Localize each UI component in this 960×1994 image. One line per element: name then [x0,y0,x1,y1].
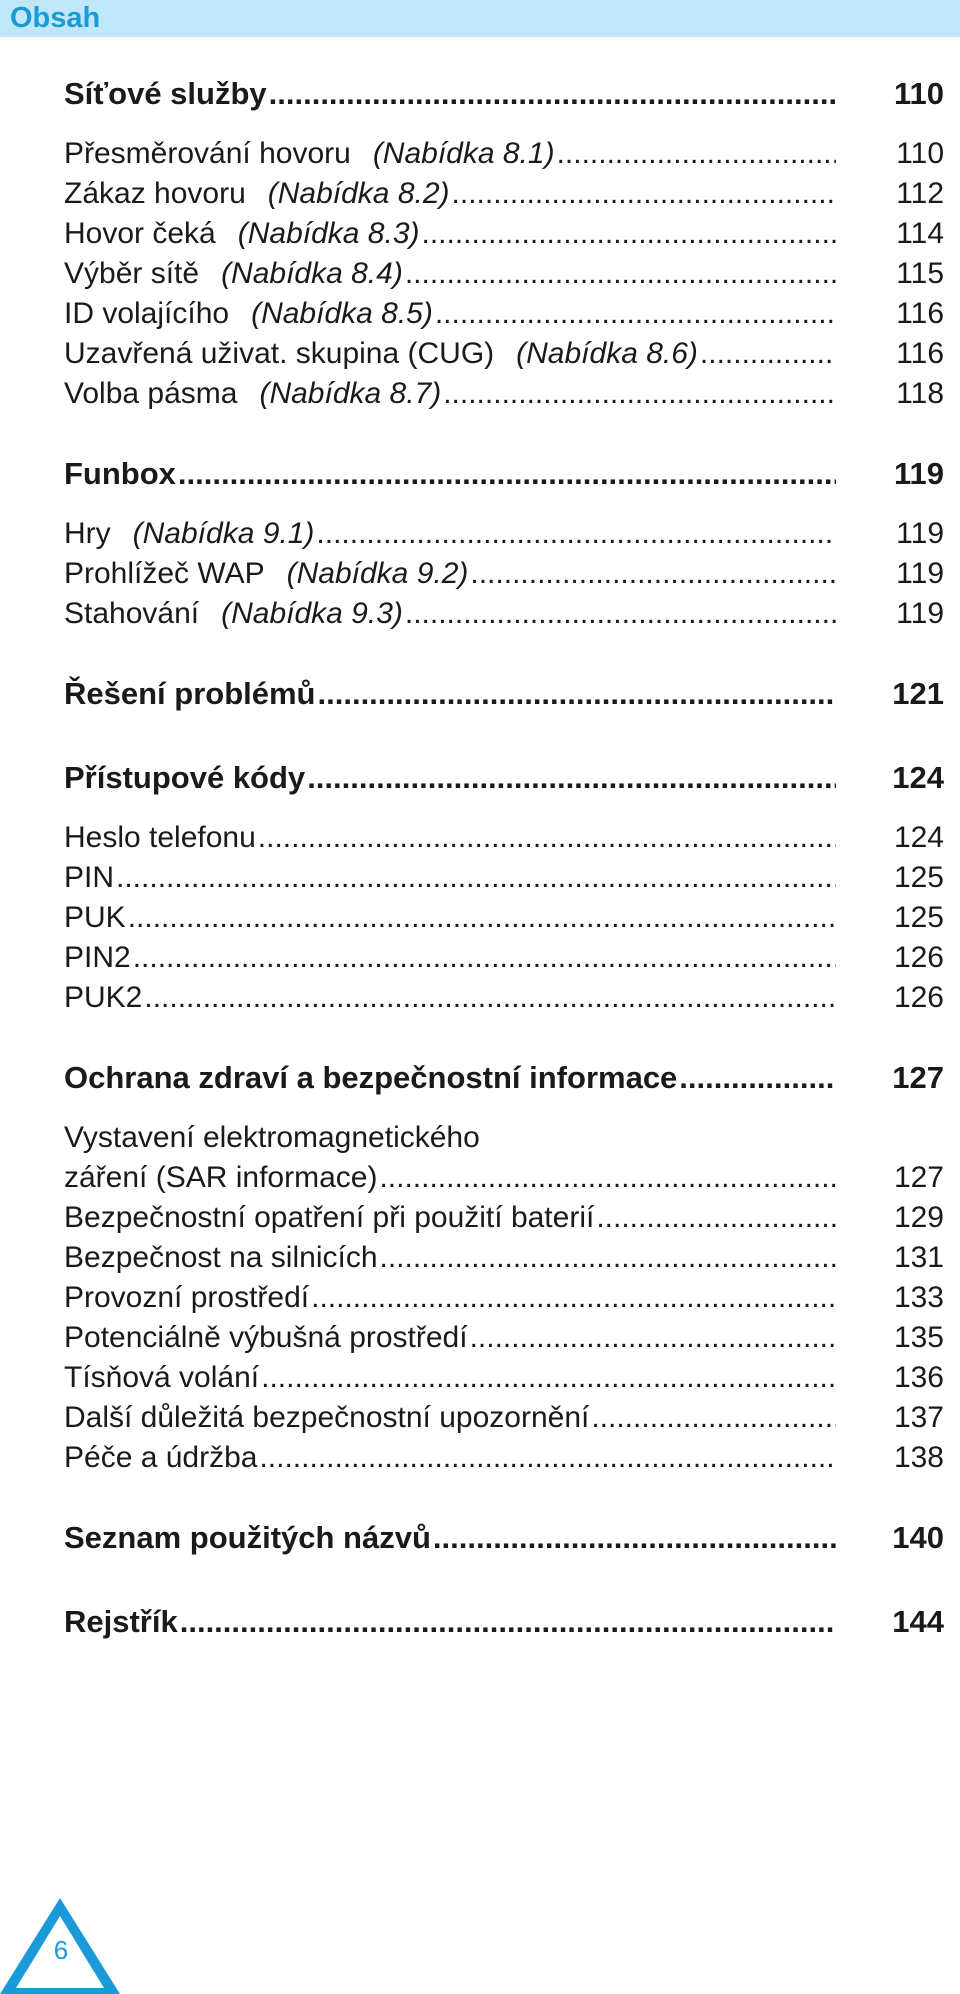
toc-entry-title: Tísňová volání [64,1361,260,1394]
toc-entry-page: 110 [896,137,944,170]
toc-section-heading[interactable] [64,1598,944,1646]
toc-entry-title: ID volajícího [64,297,230,330]
toc-leader-dots [433,1514,836,1562]
toc-leader-dots [405,594,836,634]
toc-leader-dots [422,214,837,254]
toc-entry-title: Hry [64,517,111,550]
toc-section-page: 144 [892,1604,944,1639]
toc-entry-title: záření (SAR informace) [64,1161,378,1194]
toc-entry-title: Vystavení elektromagnetického [64,1121,480,1154]
toc-section-title: Ochrana zdraví a bezpečnostní informace [64,1060,678,1095]
toc-entry-menu-ref: (Nabídka 8.5) [251,297,433,330]
section-spacer [64,802,944,818]
toc-entry[interactable] [64,214,944,254]
toc-entry-menu-ref: (Nabídka 8.6) [516,337,698,370]
toc-section-title: Řešení problémů [64,676,316,711]
toc-entry-title: Péče a údržba [64,1441,258,1474]
toc-entry-title: Prohlížeč WAP [64,557,265,590]
toc-entry-menu-ref: (Nabídka 9.2) [286,557,469,590]
toc-leader-dots [470,554,836,594]
header-band [0,0,960,37]
toc-entry-menu-ref: (Nabídka 8.4) [221,257,403,290]
toc-section-title: Seznam použitých názvů [64,1520,431,1555]
toc-entry[interactable] [64,978,944,1018]
toc-leader-dots [318,670,837,718]
toc-entry[interactable] [64,1158,944,1198]
toc-leader-dots [700,334,836,374]
section-spacer [64,118,944,134]
toc-section-heading[interactable] [64,450,944,498]
toc-entry-title: Potenciálně výbušná prostředí [64,1321,468,1354]
toc-entry[interactable] [64,294,944,334]
toc-section-page: 119 [893,456,944,491]
toc-entry[interactable] [64,818,944,858]
toc-entry-menu-ref: (Nabídka 9.3) [221,597,403,630]
toc-entry-page: 112 [896,177,944,210]
toc-section-title: Rejstřík [64,1604,178,1639]
toc-entry-page: 138 [893,1441,944,1474]
toc-entry[interactable] [64,134,944,174]
toc-entry-page: 119 [896,597,944,630]
toc-entry-page: 125 [893,901,944,934]
toc-entry-page: 129 [893,1201,944,1234]
toc-entry-title: Bezpečnostní opatření při použití baterií [64,1201,595,1234]
toc-entry-menu-ref: (Nabídka 9.1) [132,517,315,550]
section-gap [64,634,944,670]
toc-leader-dots [405,254,836,294]
toc-section-heading[interactable] [64,70,944,118]
toc-leader-dots [307,754,836,802]
toc-entry[interactable] [64,1318,944,1358]
toc-section-heading[interactable] [64,1054,944,1102]
toc-leader-dots [311,1278,836,1318]
toc-entry-page: 116 [896,337,944,370]
toc-entry[interactable] [64,1398,944,1438]
toc-entry-title: PUK2 [64,981,143,1014]
toc-leader-dots [379,1158,836,1198]
toc-entry-title: PUK [64,901,126,934]
page-title: Obsah [10,2,101,34]
toc-entry-title: Zákaz hovoru [64,177,246,210]
toc-entry[interactable] [64,898,944,938]
toc-entry-page: 114 [896,217,944,250]
section-gap [64,414,944,450]
toc-section-title: Funbox [64,456,176,491]
toc-section-page: 127 [892,1060,944,1095]
toc-entry-page: 119 [896,557,944,590]
toc-leader-dots [591,1398,836,1438]
toc-entry-page: 126 [893,981,944,1014]
toc-entry[interactable] [64,1198,944,1238]
toc-section-page: 121 [892,676,944,711]
toc-entry-page: 124 [893,821,944,854]
toc-entry-page: 116 [896,297,944,330]
toc-section-page: 140 [892,1520,944,1555]
section-gap [64,1562,944,1598]
toc-leader-dots [261,1358,836,1398]
toc-section-heading[interactable] [64,1514,944,1562]
toc-leader-dots [259,1438,836,1478]
toc-entry[interactable] [64,254,944,294]
toc-leader-dots [258,818,836,858]
toc-entry-title: Uzavřená uživat. skupina (CUG) [64,337,495,370]
toc-entry-title: Heslo telefonu [64,821,256,854]
toc-entry-title: Přesměrování hovoru [64,137,351,170]
toc-entry-title: Další důležitá bezpečnostní upozornění [64,1401,590,1434]
toc-leader-dots [269,70,836,118]
toc-leader-dots [180,1598,836,1646]
toc-entry[interactable] [64,1238,944,1278]
page-number: 6 [53,1935,69,1965]
toc-leader-dots [144,978,836,1018]
toc-entry-menu-ref: (Nabídka 8.2) [267,177,450,210]
toc-entry-title: Hovor čeká [64,217,216,250]
toc-leader-dots [443,374,836,414]
toc-leader-dots [679,1054,836,1102]
toc-leader-dots [178,450,836,498]
toc-leader-dots [316,514,836,554]
table-of-contents [64,70,944,1646]
toc-entry-page: 133 [893,1281,944,1314]
toc-entry[interactable] [64,334,944,374]
toc-leader-dots [557,134,836,174]
toc-entry[interactable] [64,1438,944,1478]
toc-leader-dots [133,938,836,978]
toc-entry-page: 136 [893,1361,944,1394]
toc-entry-menu-ref: (Nabídka 8.7) [259,377,442,410]
toc-entry[interactable] [64,858,944,898]
toc-section-page: 110 [893,76,944,111]
toc-entry[interactable] [64,174,944,214]
toc-section-heading[interactable] [64,670,944,718]
toc-entry[interactable] [64,1358,944,1398]
toc-entry[interactable] [64,594,944,634]
toc-entry[interactable] [64,1278,944,1318]
toc-entry-page: 135 [893,1321,944,1354]
toc-entry-title: PIN [64,861,115,894]
toc-entry-page: 119 [896,517,944,550]
toc-entry-page: 127 [893,1161,944,1194]
section-spacer [64,1102,944,1118]
section-gap [64,718,944,754]
toc-leader-dots [380,1238,836,1278]
toc-leader-dots [128,898,836,938]
toc-leader-dots [435,294,836,334]
toc-leader-dots [596,1198,836,1238]
toc-entry-title: Volba pásma [64,377,238,410]
toc-leader-dots [116,858,836,898]
toc-entry-page: 131 [893,1241,944,1274]
toc-entry-page: 115 [896,257,944,290]
toc-entry-title: Stahování [64,597,200,630]
section-gap [64,1478,944,1514]
toc-entry-page: 126 [893,941,944,974]
toc-entry-page: 137 [893,1401,944,1434]
toc-entry[interactable] [64,514,944,554]
toc-section-page: 124 [892,760,944,795]
section-spacer [64,498,944,514]
toc-entry-title: Bezpečnost na silnicích [64,1241,378,1274]
toc-entry-menu-ref: (Nabídka 8.3) [237,217,420,250]
toc-section-title: Přístupové kódy [64,760,306,795]
toc-entry-page: 125 [893,861,944,894]
toc-entry-page: 118 [896,377,944,410]
toc-entry-title: Provozní prostředí [64,1281,310,1314]
toc-entry[interactable] [64,1118,944,1158]
section-gap [64,1018,944,1054]
toc-leader-dots [452,174,836,214]
toc-leader-dots [470,1318,836,1358]
toc-section-heading[interactable] [64,754,944,802]
toc-section-title: Síťové služby [64,76,267,111]
toc-entry[interactable] [64,554,944,594]
toc-entry-title: PIN2 [64,941,131,974]
toc-entry-title: Výběr sítě [64,257,200,290]
toc-entry[interactable] [64,938,944,978]
toc-entry-menu-ref: (Nabídka 8.1) [372,137,555,170]
toc-entry[interactable] [64,374,944,414]
